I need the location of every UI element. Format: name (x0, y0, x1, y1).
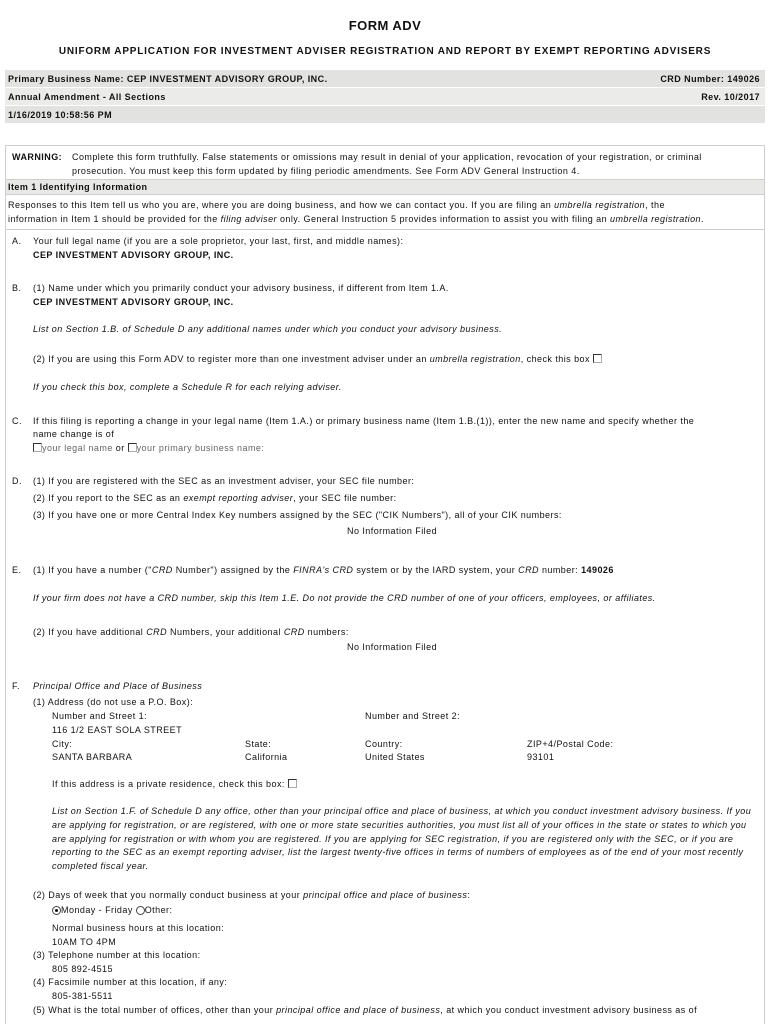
state-value: California (245, 752, 288, 762)
item1-heading: Item 1 Identifying Information (8, 182, 148, 192)
crd-number: CRD Number: 149026 (660, 74, 760, 84)
primary-business-name: Primary Business Name: CEP INVESTMENT ADVISORY GROUP, INC. (8, 74, 328, 84)
warning-text-1: Complete this form truthfully. False statements or omissions may result in denial of your application, revocation of your registration, or criminal (72, 152, 702, 162)
fax-value: 805-381-5511 (52, 991, 113, 1001)
divider (6, 194, 764, 195)
umbrella-registration-checkbox[interactable] (593, 354, 602, 363)
legal-name-checkbox[interactable] (33, 443, 42, 452)
phone-value: 805 892-4515 (52, 964, 113, 974)
item-f2-question: (2) Days of week that you normally conduct business at your principal office and place of business: (33, 890, 471, 900)
fax-label: (4) Facsimile number at this location, if any: (33, 977, 228, 987)
item-c-label: C. (12, 416, 22, 426)
timestamp: 1/16/2019 10:58:56 PM (8, 110, 113, 120)
city-label: City: (52, 739, 73, 749)
form-title: FORM ADV (348, 18, 422, 33)
amendment-type: Annual Amendment - All Sections (8, 92, 166, 102)
divider (6, 229, 764, 230)
item-c-question-2: name change is of (33, 429, 115, 439)
country-label: Country: (365, 739, 403, 749)
item1-intro-1: Responses to this Item tell us who you are, where you are doing business, and how we can contact you. If you are filing an umbrella registration, the (8, 200, 665, 210)
zip-value: 93101 (527, 752, 555, 762)
business-name-value: CEP INVESTMENT ADVISORY GROUP, INC. (33, 297, 234, 307)
warning-label: WARNING: (12, 152, 63, 162)
city-value: SANTA BARBARA (52, 752, 133, 762)
zip-label: ZIP+4/Postal Code: (527, 739, 614, 749)
item-a-label: A. (12, 236, 22, 246)
item-c-question-1: If this filing is reporting a change in your legal name (Item 1.A.) or primary business name (Item 1.B.(1)), enter the new name and specify whether the (33, 416, 695, 426)
item-b-note: List on Section 1.B. of Schedule D any additional names under which you conduct your advisory business. (33, 324, 503, 334)
legal-name-value: CEP INVESTMENT ADVISORY GROUP, INC. (33, 250, 234, 260)
business-name-checkbox[interactable] (128, 443, 137, 452)
item-c-options: your legal name or your primary business name: (33, 442, 264, 454)
header-row-3 (5, 106, 765, 123)
item-f1-question: (1) Address (do not use a P.O. Box): (33, 697, 194, 707)
item-f5-question: (5) What is the total number of offices, other than your principal office and place of business, at which you conduct investment advisory business as of (33, 1005, 698, 1015)
state-label: State: (245, 739, 272, 749)
hours-value: 10AM TO 4PM (52, 937, 117, 947)
street1-value: 116 1/2 EAST SOLA STREET (52, 725, 183, 735)
phone-label: (3) Telephone number at this location: (33, 950, 201, 960)
form-subtitle: UNIFORM APPLICATION FOR INVESTMENT ADVISER REGISTRATION AND REPORT BY EXEMPT REPORTING ADVISERS (58, 46, 712, 57)
warning-text-2: prosecution. You must keep this form updated by filing periodic amendments. See Form ADV General Instruction 4. (72, 166, 580, 176)
cik-none: No Information Filed (347, 526, 438, 536)
item-b2-note: If you check this box, complete a Schedule R for each relying adviser. (33, 382, 342, 392)
days-options: Monday - Friday Other: (52, 904, 172, 916)
item-a-question: Your full legal name (if you are a sole proprietor, your last, first, and middle names): (33, 236, 404, 246)
item-b-label: B. (12, 283, 22, 293)
monday-friday-radio[interactable] (52, 906, 61, 915)
hours-label: Normal business hours at this location: (52, 923, 225, 933)
item-e1-question: (1) If you have a number ("CRD Number") assigned by the FINRA's CRD system or by the IARD system, your CRD number: 149026 (33, 565, 614, 575)
private-residence-question: If this address is a private residence, check this box: (52, 778, 297, 790)
item-e-label: E. (12, 565, 22, 575)
street1-label: Number and Street 1: (52, 711, 148, 721)
item-d3-question: (3) If you have one or more Central Index Key numbers assigned by the SEC ("CIK Numbers"), all of your CIK numbers: (33, 510, 562, 520)
crd-value: 149026 (581, 565, 614, 575)
item-f-label: F. (12, 681, 20, 691)
country-value: United States (365, 752, 425, 762)
additional-crd-none: No Information Filed (347, 642, 438, 652)
item-d-label: D. (12, 476, 22, 486)
private-residence-checkbox[interactable] (288, 779, 297, 788)
item-f-note: List on Section 1.F. of Schedule D any office, other than your principal office and place of business, at which you conduct investment advisory business. If you are applying for registration, or are registered, with one or more state securities authorities, you must list all of your offices in the state or states to which you are applying for registration or with whom you are registered. If you are applying for SEC registration, if you are registered only with the SEC, or if you are reporting to the SEC as an exempt reporting adviser, list the largest twenty-five offices in terms of numbers of employees as of the end of your most recently completed fiscal year. (52, 806, 752, 872)
item-f-heading: Principal Office and Place of Business (33, 681, 203, 691)
item-b1-question: (1) Name under which you primarily conduct your advisory business, if different from Item 1.A. (33, 283, 449, 293)
item-e-note: If your firm does not have a CRD number, skip this Item 1.E. Do not provide the CRD number of one of your officers, employees, or affiliates. (33, 593, 656, 603)
item1-intro-2: information in Item 1 should be provided for the filing adviser only. General Instruction 5 provides information to assist you with filing an umbrella registration. (8, 214, 704, 224)
street2-label: Number and Street 2: (365, 711, 461, 721)
item-e2-question: (2) If you have additional CRD Numbers, your additional CRD numbers: (33, 627, 349, 637)
revision: Rev. 10/2017 (701, 92, 760, 102)
item-d1-question: (1) If you are registered with the SEC as an investment adviser, your SEC file number: (33, 476, 415, 486)
item-d2-question: (2) If you report to the SEC as an exempt reporting adviser, your SEC file number: (33, 493, 397, 503)
other-days-radio[interactable] (136, 906, 145, 915)
item-b2-question: (2) If you are using this Form ADV to register more than one investment adviser under an umbrella registration, check this box (33, 353, 602, 365)
